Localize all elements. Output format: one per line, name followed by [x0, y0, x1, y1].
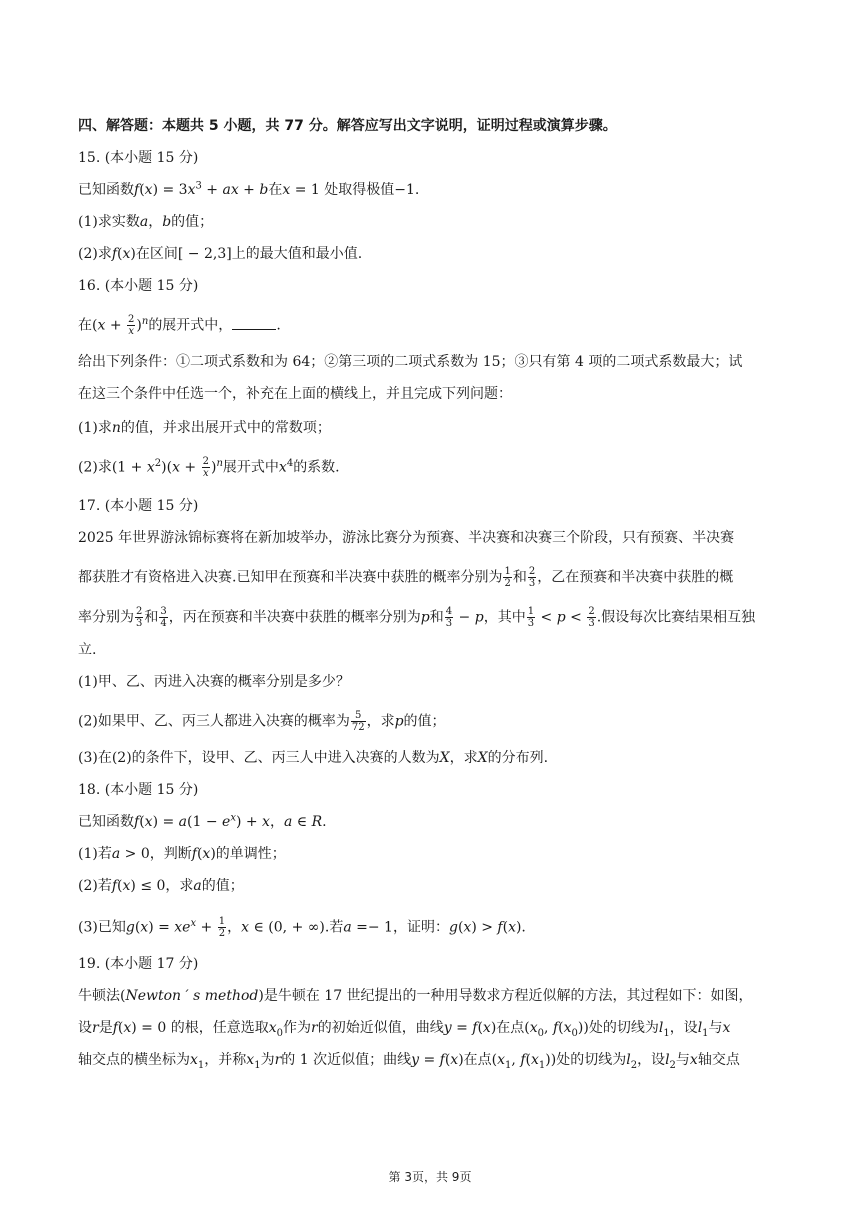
- q19-line3: 轴交点的横坐标为$x_1$，并称$x_1$为r的 1 次近似值；曲线y = f(x)在点($x_1$, $f(x_1)$)处的切线为$l_2$，设$l_2$与x轴交点: [78, 1052, 740, 1071]
- q17-line3: 率分别为 $\frac{2}{3}$ 和 $\frac{3}{4}$ ，丙在预赛和半决赛中获胜的概率分别为p和 $\frac{4}{3}$ − p，其中 $\frac{1}{3}$ < p < $\frac{2}{3}$ .假设每次比赛结果相互独: [78, 606, 756, 629]
- q18-part3: (3)已知$g(x) = xe^x$ + $\frac{1}{2}$ ，x ∈ (0, + ∞).若a =− 1，证明：g(x) > f(x).: [78, 916, 526, 939]
- section-heading: 四、解答题：本题共 5 小题，共 77 分。解答应写出文字说明，证明过程或演算步骤。: [78, 118, 617, 134]
- q15-part2: (2)求f(x)在区间[ − 2,3]上的最大值和最小值.: [78, 246, 363, 262]
- q18-stem: 已知函数$f(x) = a(1 - e^x) + x$，a ∈ R.: [78, 812, 327, 830]
- q17-title: 17. (本小题 15 分): [78, 498, 199, 514]
- q16-conditions-line1: 给出下列条件：①二项式系数和为 64；②第三项的二项式系数为 15；③只有第 4 项的二项式系数最大；试: [78, 354, 743, 370]
- q15-part1: (1)求实数a，b的值；: [78, 214, 214, 230]
- q16-title: 16. (本小题 15 分): [78, 278, 199, 294]
- q19-line1: 牛顿法(Newton ′ s method)是牛顿在 17 世纪提出的一种用导数求方程近似解的方法，其过程如下：如图，: [78, 988, 753, 1004]
- q16-part1: (1)求n的值，并求出展开式中的常数项；: [78, 420, 331, 436]
- q17-line1: 2025 年世界游泳锦标赛将在新加坡举办，游泳比赛分为预赛、半决赛和决赛三个阶段，只有预赛、半决赛: [78, 530, 735, 546]
- q17-part3: (3)在(2)的条件下，设甲、乙、丙三人中进入决赛的人数为X，求X的分布列.: [78, 750, 549, 766]
- answer-blank[interactable]: [232, 317, 276, 330]
- q15-stem: 已知函数$f(x) = 3x^3$ + ax + b在x = 1 处取得极值−1.: [78, 180, 420, 198]
- q18-part1: (1)若a > 0，判断f(x)的单调性；: [78, 846, 286, 862]
- q19-line2: 设r是f(x) = 0 的根，任意选取$x_0$作为r的初始近似值，曲线y = f(x)在点($x_0$, $f(x_0)$)处的切线为$l_1$，设$l_1$与x: [78, 1020, 731, 1039]
- page-footer: 第 3页，共 9页: [388, 1170, 472, 1184]
- q16-stem: 在(x + $\frac{2}{x}$ )$^n$的展开式中， .: [78, 314, 281, 337]
- q15-title: 15. (本小题 15 分): [78, 150, 199, 166]
- q17-line4: 立.: [78, 642, 97, 658]
- q18-title: 18. (本小题 15 分): [78, 782, 199, 798]
- q18-part2: (2)若f(x) ≤ 0，求a的值；: [78, 878, 244, 894]
- q19-title: 19. (本小题 17 分): [78, 956, 199, 972]
- q16-conditions-line2: 在这三个条件中任选一个，补充在上面的横线上，并且完成下列问题：: [78, 386, 512, 402]
- q17-line2: 都获胜才有资格进入决赛.已知甲在预赛和半决赛中获胜的概率分别为 $\frac{1}{2}$ 和 $\frac{2}{3}$ ，乙在预赛和半决赛中获胜的概: [78, 566, 734, 589]
- q17-part1: (1)甲、乙、丙进入决赛的概率分别是多少？: [78, 674, 350, 690]
- q16-part2: (2)求$(1 + x^2)(x$ + $\frac{2}{x}$ )$^n$展开式中$x^4$的系数.: [78, 456, 340, 479]
- q17-part2: (2)如果甲、乙、丙三人都进入决赛的概率为 $\frac{5}{72}$ ，求p的值；: [78, 710, 446, 733]
